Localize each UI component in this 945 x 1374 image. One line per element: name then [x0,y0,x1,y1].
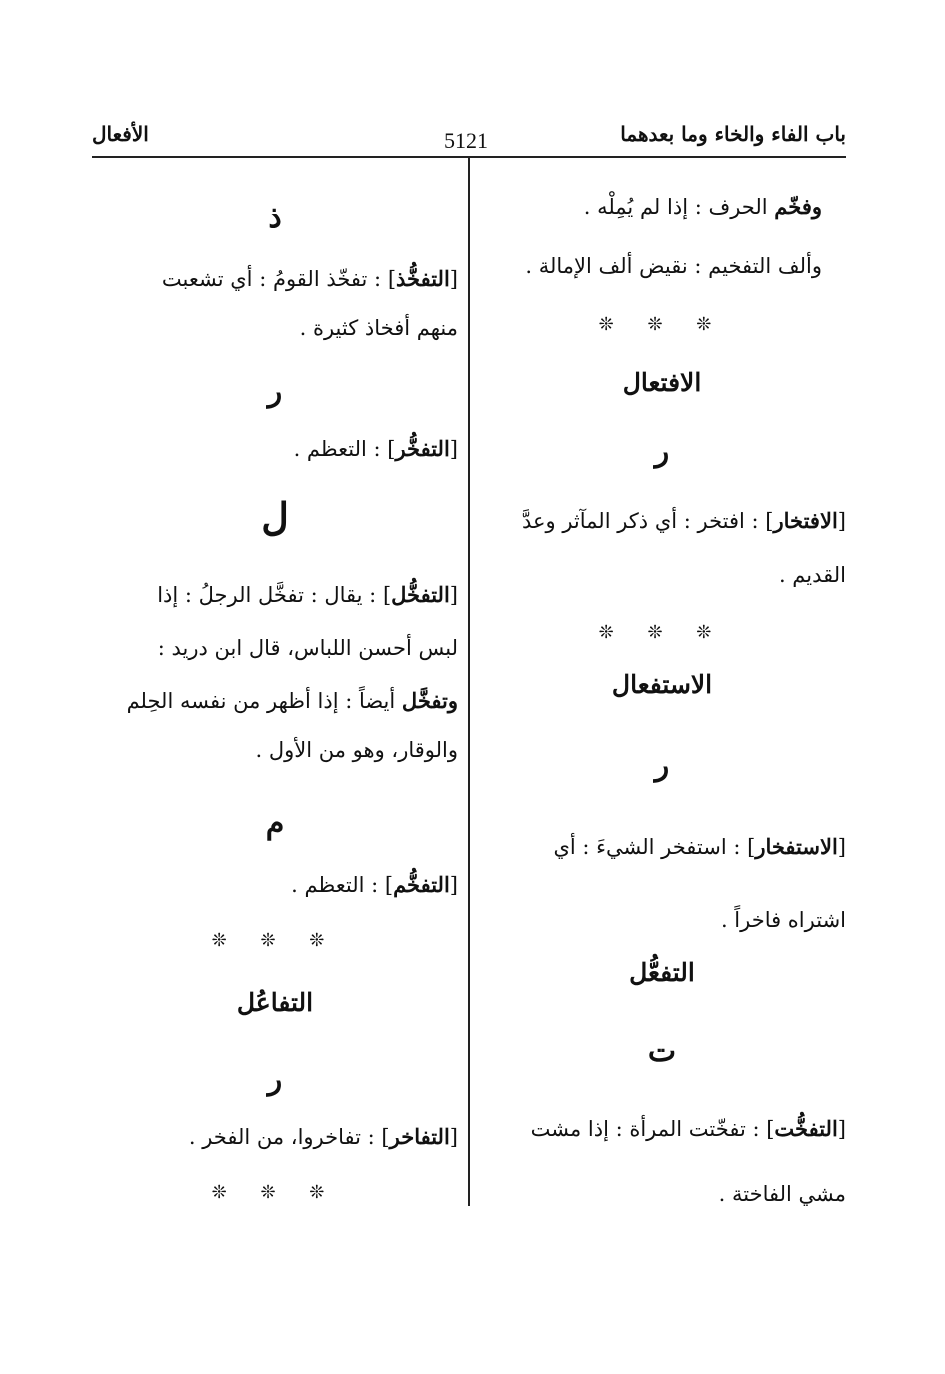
entry-continuation: منهم أفخاذ كثيرة . [299,316,458,340]
headword: وفخّم [774,194,822,219]
headword: التفخُّت [774,1116,838,1141]
definition: : التعظم . [291,873,385,897]
letter-heading: ر [654,748,670,783]
headword: التفخُّل [391,582,450,607]
entry-line: [التفخُّذ] : تفخّذ القومُ : أي تشعبت [161,266,458,291]
entry-line: [التفخُّت] : تفخّتت المرأة : إذا مشت [530,1116,846,1141]
section-heading: التفاعُل [236,988,314,1017]
entry-line: [التفاخر] : تفاخروا، من الفخر . [188,1124,458,1149]
definition: : افتخر : أي ذكر المآثر وعدَّ [521,509,766,533]
separator-stars: ❊ ❊ ❊ [598,314,726,335]
page-header [92,118,846,158]
section-title: الأفعال [92,122,149,146]
definition: : استفخر الشيءَ : أي [553,835,748,859]
definition: : التعظم . [293,437,388,461]
headword: التفخُّر [395,436,450,461]
entry-line: [الافتخار] : افتخر : أي ذكر المآثر وعدَّ [521,508,846,533]
entry-line: [التفخُّر] : التعظم . [293,436,458,461]
headword: وتفخَّل [401,688,458,713]
headword: الافتخار [773,508,838,533]
entry-continuation: القديم . [778,563,846,587]
letter-heading: ذ [268,200,282,235]
headword: الاستفخار [755,834,838,859]
letter-heading: ت [647,1034,677,1069]
definition: : تفخّذ القومُ : أي تشعبت [161,267,388,291]
headword: التفاخر [389,1124,450,1149]
letter-heading: ر [654,434,670,469]
entry-line: [التفخُّل] : يقال : تفخَّل الرجلُ : إذا [157,582,458,607]
headword: التفخُّم [393,872,450,897]
entry-continuation: والوقار، وهو من الأول . [255,738,458,762]
separator-stars: ❊ ❊ ❊ [211,930,339,951]
definition: : تفخّتت المرأة : إذا مشت [530,1117,767,1141]
section-heading: التفعُّل [629,958,695,987]
letter-heading: ر [267,374,283,409]
definition: : يقال : تفخَّل الرجلُ : إذا [157,583,383,607]
entry-line: [التفخُّم] : التعظم . [291,872,458,897]
separator-stars: ❊ ❊ ❊ [211,1182,339,1203]
page-number: 5121 [444,128,488,153]
separator-stars: ❊ ❊ ❊ [598,622,726,643]
definition: أيضاً : إذا أظهر من نفسه الحِلم [126,689,402,713]
entry-continuation: مشي الفاختة . [718,1182,846,1206]
entry-continuation: لبس أحسن اللباس، قال ابن دريد : [157,636,458,660]
section-heading: الافتعال [622,368,702,397]
definition: : تفاخروا، من الفخر . [188,1125,382,1149]
text-line: وألف التفخيم : نقيض ألف الإمالة . [525,254,822,278]
definition: الحرف : إذا لم يُمِلْه . [583,195,775,219]
text-line [478,194,822,219]
section-heading: الاستفعال [611,670,713,699]
entry-line: [الاستفخار] : استفخر الشيءَ : أي [553,834,846,859]
chapter-title: باب الفاء والخاء وما بعدهما [620,122,846,146]
headword: التفخُّذ [396,266,450,291]
letter-heading: ل [261,494,289,539]
entry-continuation [92,688,458,713]
entry-continuation: اشتراه فاخراً . [720,908,846,932]
letter-heading: م [265,806,285,841]
letter-heading: ر [267,1062,283,1097]
column-divider [468,158,470,1206]
